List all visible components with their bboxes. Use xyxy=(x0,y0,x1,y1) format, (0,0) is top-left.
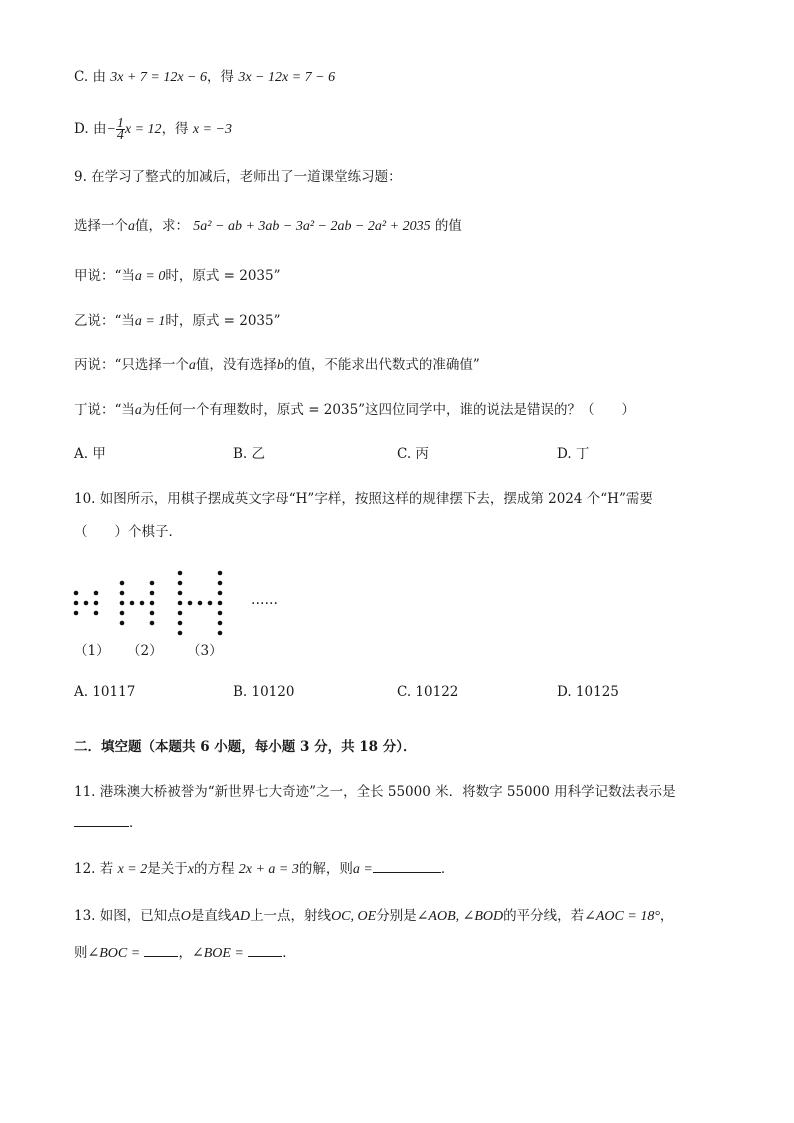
q10-stem-line2: （ ）个棋子． xyxy=(74,524,182,540)
point: O xyxy=(180,909,191,924)
chess-piece-dot xyxy=(208,601,213,606)
chess-piece-dot xyxy=(120,581,125,586)
chess-piece-dot xyxy=(74,601,79,606)
q9-option-d: D. 丁 xyxy=(557,446,590,462)
chess-piece-dot xyxy=(178,621,183,626)
q8-option-c xyxy=(74,68,335,87)
expression: 5a² − ab + 3ab − 3a² − 2ab − 2a² + 2035 xyxy=(193,219,431,234)
q9-yi xyxy=(74,312,281,331)
text: 选择一个 xyxy=(74,218,128,234)
figure-label-3: （3） xyxy=(187,643,223,659)
chess-piece-dot xyxy=(150,611,155,616)
text: 由 xyxy=(92,121,107,137)
ask: ∠BOC = xyxy=(87,946,141,961)
option-label: D. xyxy=(74,121,89,137)
q10-option-a: A. 10117 xyxy=(74,684,136,700)
chess-piece-dot xyxy=(140,601,145,606)
text: ， xyxy=(659,908,674,924)
text: 的值，不能求出代数式的准确值” xyxy=(283,357,480,373)
q9-jia xyxy=(74,267,281,286)
text: 的平分线，若 xyxy=(503,908,585,924)
answer-blank[interactable] xyxy=(74,814,129,827)
q11-line2 xyxy=(74,814,143,832)
q9-option-c: C. 丙 xyxy=(397,446,429,462)
answer-blank[interactable] xyxy=(373,860,441,873)
text: 是关于 xyxy=(147,861,188,877)
text: 分别是 xyxy=(376,908,417,924)
chess-piece-dot xyxy=(188,601,193,606)
chess-piece-dot xyxy=(218,591,223,596)
given-angle: ∠AOC = 18° xyxy=(584,909,660,924)
text: 乙说：“当 xyxy=(74,313,135,329)
q9-task xyxy=(74,217,462,236)
q11-line1: 11. 港珠澳大桥被誉为“新世界七大奇迹”之一，全长 55000 米．将数字 55000 用科学记数法表示是 xyxy=(74,784,676,800)
chess-piece-dot xyxy=(150,591,155,596)
q10-option-d: D. 10125 xyxy=(557,684,619,700)
chess-piece-dot xyxy=(178,591,183,596)
denominator: 4 xyxy=(116,128,124,143)
option-label: C. xyxy=(74,69,89,85)
chess-piece-dot xyxy=(178,601,183,606)
variable: b xyxy=(276,358,284,373)
chess-piece-dot xyxy=(218,621,223,626)
chess-piece-dot xyxy=(74,591,79,596)
text: 时，原式 = 2035” xyxy=(165,313,281,329)
chess-piece-dot xyxy=(94,611,99,616)
chess-piece-dot xyxy=(218,611,223,616)
chess-piece-dot xyxy=(120,611,125,616)
chess-piece-dot xyxy=(120,601,125,606)
condition: a = 0 xyxy=(134,269,166,284)
text: 的解，则 xyxy=(298,861,353,877)
text: 时，原式 = 2035” xyxy=(165,268,281,284)
equation: 2x + a = 3 xyxy=(238,862,299,877)
text: ． xyxy=(440,861,455,877)
chess-piece-dot xyxy=(178,611,183,616)
fraction xyxy=(116,118,125,141)
chess-piece-dot xyxy=(120,591,125,596)
equation: x = 12 xyxy=(124,122,162,137)
equation: 3x + 7 = 12x − 6 xyxy=(110,70,208,85)
text: 则 xyxy=(74,945,88,961)
text: 值，求： xyxy=(135,218,189,234)
text: ． xyxy=(129,815,143,831)
line-name: AD xyxy=(231,909,251,924)
chess-piece-dot xyxy=(198,601,203,606)
q13-line1 xyxy=(74,907,673,926)
q9-stem: 9. 在学习了整式的加减后，老师出了一道课堂练习题： xyxy=(74,169,402,185)
chess-piece-dot xyxy=(84,601,89,606)
condition: x = 2 xyxy=(117,862,148,877)
text: ． xyxy=(282,945,296,961)
q9-bing xyxy=(74,356,480,375)
text: 甲说：“当 xyxy=(74,268,135,284)
variable: a xyxy=(188,358,196,373)
chess-piece-dot xyxy=(120,621,125,626)
q8-option-d xyxy=(74,118,232,141)
text: ，得 xyxy=(161,121,189,137)
text: 由 xyxy=(92,69,106,85)
chess-piece-dot xyxy=(130,601,135,606)
answer-blank[interactable] xyxy=(248,944,282,957)
chess-piece-dot xyxy=(150,581,155,586)
figure-ellipsis: …… xyxy=(251,592,278,608)
text: 12. 若 xyxy=(74,861,114,877)
ask: a = xyxy=(352,862,373,877)
q9-option-a: A. 甲 xyxy=(74,446,106,462)
text: 值，没有选择 xyxy=(195,357,277,373)
variable: a xyxy=(128,219,135,234)
chess-piece-dot xyxy=(74,611,79,616)
chess-piece-dot xyxy=(150,621,155,626)
chess-piece-dot xyxy=(218,601,223,606)
figure-label-1: （1） xyxy=(74,643,110,659)
answer-blank[interactable] xyxy=(144,944,178,957)
q13-line2 xyxy=(74,944,296,963)
chess-piece-dot xyxy=(178,581,183,586)
q12 xyxy=(74,860,454,879)
chess-piece-dot xyxy=(218,571,223,576)
angles: ∠AOB, ∠BOD xyxy=(416,909,504,924)
minus-sign: − xyxy=(106,122,116,137)
chess-piece-dot xyxy=(94,601,99,606)
q10-option-c: C. 10122 xyxy=(397,684,459,700)
q9-option-b: B. 乙 xyxy=(233,446,266,462)
equation: 3x − 12x = 7 − 6 xyxy=(238,70,336,85)
q9-ding xyxy=(74,401,635,420)
variable: a xyxy=(134,403,142,418)
text: 上一点，射线 xyxy=(250,908,332,924)
text: 的值 xyxy=(434,218,462,234)
condition: a = 1 xyxy=(134,314,166,329)
figure-label-2: （2） xyxy=(127,643,163,659)
text: 为任何一个有理数时，原式 = 2035”这四位同学中，谁的说法是错误的？（ ） xyxy=(141,402,636,418)
ask: ∠BOE = xyxy=(191,946,244,961)
equation: x = −3 xyxy=(192,122,232,137)
numerator: 1 xyxy=(116,116,124,131)
text: 的方程 xyxy=(193,861,235,877)
text: 13. 如图，已知点 xyxy=(74,908,181,924)
text: ，得 xyxy=(207,69,235,85)
chess-piece-dot xyxy=(150,601,155,606)
text: 是直线 xyxy=(190,908,232,924)
text: 丁说：“当 xyxy=(74,402,135,418)
q10-stem-line1: 10. 如图所示，用棋子摆成英文字母“H”字样，按照这样的规律摆下去，摆成第 2024 个“H”需要 xyxy=(74,491,653,507)
section-fill-in-heading: 二．填空题（本题共 6 小题，每小题 3 分，共 18 分）． xyxy=(74,739,417,755)
chess-piece-dot xyxy=(218,581,223,586)
chess-piece-dot xyxy=(178,631,183,636)
q10-option-b: B. 10120 xyxy=(233,684,295,700)
chess-piece-dot xyxy=(94,591,99,596)
chess-piece-dot xyxy=(178,571,183,576)
rays: OC, OE xyxy=(331,909,377,924)
text: ， xyxy=(178,945,192,961)
variable: x xyxy=(187,862,194,877)
chess-piece-dot xyxy=(218,631,223,636)
text: 丙说：“只选择一个 xyxy=(74,357,189,373)
